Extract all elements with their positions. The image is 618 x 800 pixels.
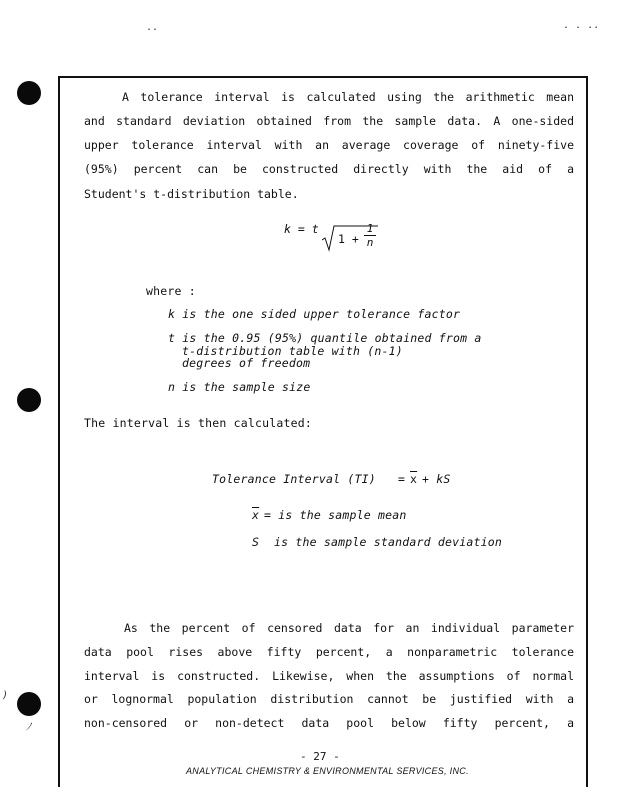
page-number: - 27 - [300,750,340,763]
s-symbol: S [252,535,260,549]
xbar-symbol: $\overline{x}$ [252,508,260,522]
fraction-numerator: 1 [364,222,376,236]
paragraph-line: (95%) percent can be constructed directly with the aid of a [84,162,574,176]
n-definition: n is the sample size [168,380,311,394]
ti-formula-xbar: $\overline{x}$ [410,472,418,486]
binder-hole-middle [17,388,41,412]
xbar-definition: = is the sample mean [264,508,407,522]
paragraph-line: and standard deviation obtained from the sample data. A one-sided [84,114,574,128]
binder-hole-bottom [17,692,41,716]
paragraph-line: interval is constructed. Likewise, when the assumptions of normal [84,669,574,683]
ti-formula-equals: = [398,472,406,486]
paragraph-line: Student's t-distribution table. [84,187,299,201]
k-formula-lhs: k = t [284,222,319,236]
paragraph-line: data pool rises above fifty percent, a nonparametric tolerance [84,645,574,659]
footer-company: ANALYTICAL CHEMISTRY & ENVIRONMENTAL SERVICES, INC. [186,766,469,776]
k-definition: k is the one sided upper tolerance factor [168,307,461,321]
where-label: where : [146,284,196,298]
paragraph-line: A tolerance interval is calculated using the arithmetic mean [122,90,574,104]
scan-speck: . . .. [563,20,600,31]
t-definition-line-1: t is the 0.95 (95%) quantile obtained from a [168,331,482,345]
scan-speck: ) [2,690,9,701]
fraction [364,222,376,249]
paragraph-line: upper tolerance interval with an average coverage of ninety-five [84,138,574,152]
fraction-denominator: n [366,236,374,249]
radicand-text: 1 + [338,232,359,246]
ti-formula-rest: + kS [422,472,451,486]
scan-speck: ﾉ [26,722,31,733]
t-definition-line-3: degrees of freedom [182,356,311,370]
scan-speck: .. [146,22,159,33]
t-definition-line-2: t-distribution table with (n-1) [182,344,403,358]
s-definition: is the sample standard deviation [274,535,502,549]
paragraph-line: or lognormal population distribution cannot be justified with a [84,692,574,706]
interval-intro: The interval is then calculated: [84,416,312,430]
ti-formula-label: Tolerance Interval (TI) [212,472,376,486]
paragraph-line: As the percent of censored data for an individual parameter [124,621,574,635]
paragraph-line: non-censored or non-detect data pool below fifty percent, a [84,716,574,730]
binder-hole-top [17,81,41,105]
